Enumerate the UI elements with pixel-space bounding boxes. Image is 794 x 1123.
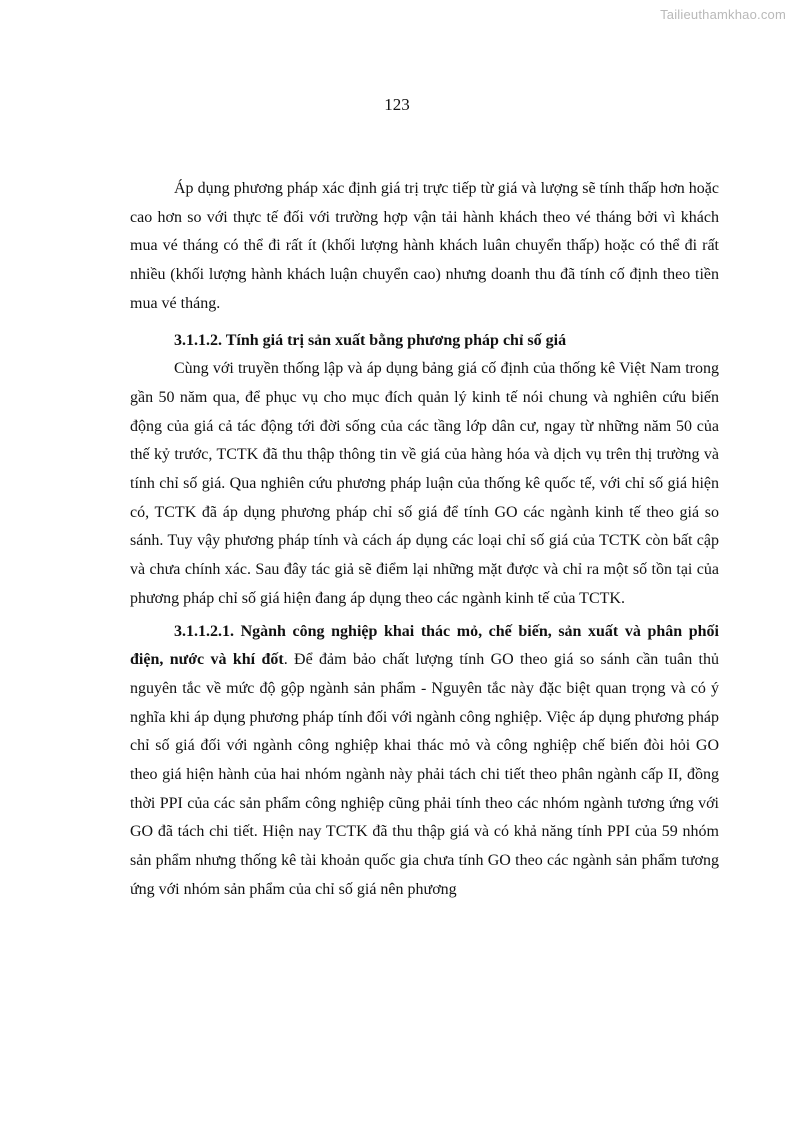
subsection-heading: 3.1.1.2.1. Ngành công nghiệp khai thác mỏ, chế biến, sản xuất và phân phối điện, nước và khí đốt <box>130 622 719 669</box>
paragraph-3-text: . Để đảm bảo chất lượng tính GO theo giá so sánh cần tuân thủ nguyên tắc về mức độ gộp ngành sản phẩm - Nguyên tắc này đặc biệt quan trọng và có ý nghĩa khi áp dụng phương pháp tính đối với ngành công nghiệp. Việc áp dụng phương pháp chỉ số giá đối với ngành công nghiệp khai thác mỏ và công nghiệp chế biến đòi hỏi GO theo giá hiện hành của hai nhóm ngành này phải tách chi tiết theo phân ngành cấp II, đồng thời PPI của các sản phẩm công nghiệp cũng phải tính theo các nhóm ngành tương ứng với GO đã tách chi tiết. Hiện nay TCTK đã thu thập giá và có khả năng tính PPI của 59 nhóm sản phẩm nhưng thống kê tài khoản quốc gia chưa tính GO theo các ngành sản phẩm tương ứng với nhóm sản phẩm của chỉ số giá nên phương <box>130 651 719 898</box>
paragraph-2: Cùng với truyền thống lập và áp dụng bảng giá cố định của thống kê Việt Nam trong gần 50 năm qua, để phục vụ cho mục đích quản lý kinh tế nói chung và nghiên cứu biến động của giá cả tác động tới đời sống của các tầng lớp dân cư, ngay từ những năm 50 của thế kỷ trước, TCTK đã thu thập thông tin về giá của hàng hóa và dịch vụ trên thị trường và tính chỉ số giá. Qua nghiên cứu phương pháp luận của thống kê quốc tế, với chỉ số giá hiện có, TCTK đã áp dụng phương pháp chỉ số giá để tính GO các ngành kinh tế theo giá so sánh. Tuy vậy phương pháp tính và cách áp dụng các loại chỉ số giá của TCTK còn bất cập và chưa chính xác. Sau đây tác giả sẽ điểm lại những mặt được và chỉ ra một số tồn tại của phương pháp chỉ số giá hiện đang áp dụng theo các ngành kinh tế của TCTK. <box>130 360 719 607</box>
page-number: 123 <box>384 95 410 114</box>
paragraph-1: Áp dụng phương pháp xác định giá trị trực tiếp từ giá và lượng sẽ tính thấp hơn hoặc cao hơn so với thực tế đối với trường hợp vận tải hành khách theo vé tháng bởi vì khách mua vé tháng có thể đi rất ít (khối lượng hành khách luân chuyển thấp) hoặc có thể đi rất nhiều (khối lượng hành khách luận chuyển cao) nhưng doanh thu đã tính cố định theo tiền mua vé tháng. <box>130 180 719 312</box>
watermark-text: Tailieuthamkhao.com <box>660 7 786 22</box>
section-heading: 3.1.1.2. Tính giá trị sản xuất bằng phương pháp chỉ số giá <box>174 331 567 349</box>
paragraph-3 <box>130 618 719 905</box>
document-body <box>130 175 719 905</box>
